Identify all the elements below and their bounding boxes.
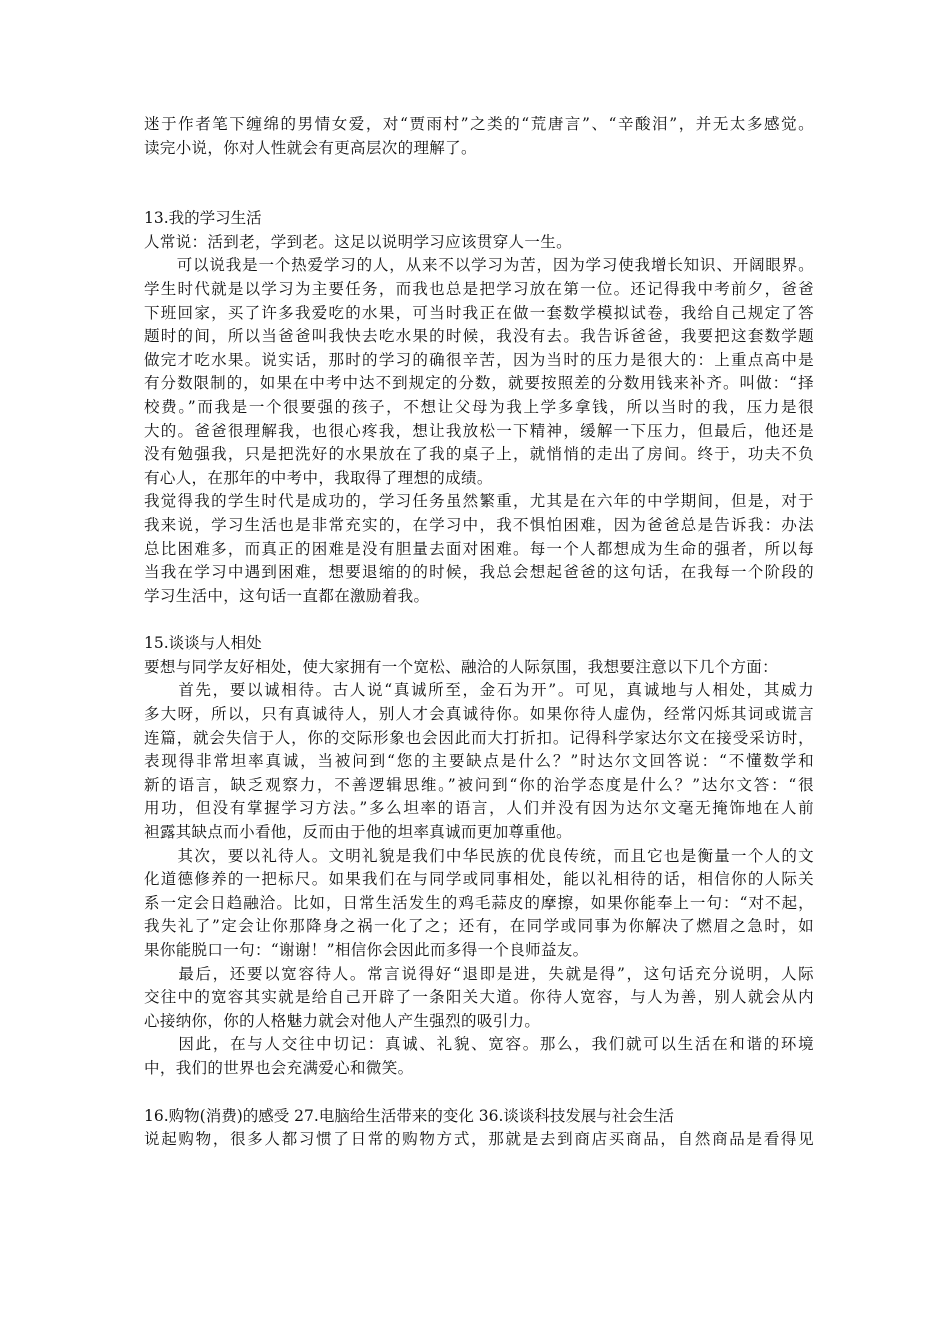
text-line: 交往中的宽容其实就是给自己开辟了一条阳关大道。你待人宽容，与人为善，别人就会从内 — [144, 988, 814, 1007]
text-line: 心接纳你，你的人格魅力就会对他人产生强烈的吸引力。 — [144, 1011, 541, 1030]
intro-paragraph — [144, 113, 814, 160]
text-line: 袒露其缺点而小看他，反而由于他的坦率真诚而更加尊重他。 — [144, 823, 572, 842]
text-line: 下班回家，买了许多我爱吃的水果，可当时我正在做一套数学模拟试卷，我给自己规定了答 — [144, 303, 814, 322]
text-line: 其次，要以礼待人。文明礼貌是我们中华民族的优良传统，而且它也是衡量一个人的文 — [144, 846, 814, 865]
spacer — [144, 160, 814, 207]
text-line: 系一定会日趋融洽。比如，日常生活发生的鸡毛蒜皮的摩擦，如果你能奉上一句：“对不起， — [144, 893, 814, 912]
text-line: 读完小说，你对人性就会有更高层次的理解了。 — [144, 138, 477, 157]
text-line: 校费。”而我是一个很要强的孩子，不想让父母为我上学多拿钱，所以当时的我，压力是很 — [144, 397, 814, 416]
spacer — [144, 1081, 814, 1105]
text-line: 迷于作者笔下缠绵的男情女爱，对“贾雨村”之类的“荒唐言”、“辛酸泪”，并无太多感觉。 — [144, 115, 814, 133]
text-line: 要想与同学友好相处，使大家拥有一个宽松、融洽的人际氛围，我想要注意以下几个方面： — [144, 657, 779, 676]
text-line: 学习生活中，这句话一直都在激励着我。 — [144, 586, 430, 605]
text-line: 连篇，就会失信于人，你的交际形象也会因此而大打折扣。记得科学家达尔文在接受采访时， — [144, 728, 814, 747]
text-line: 表现得非常坦率真诚，当被问到“您的主要缺点是什么？”时达尔文回答说：“不懂数学和 — [144, 752, 814, 771]
text-line: 总比困难多，而真正的困难是没有胆量去面对困难。每一个人都想成为生命的强者，所以每 — [144, 539, 814, 558]
text-line: 做完才吃水果。说实话，那时的学习的确很辛苦，因为当时的压力是很大的：上重点高中是 — [144, 350, 814, 369]
text-line: 首先，要以诚相待。古人说“真诚所至，金石为开”。可见，真诚地与人相处，其威力 — [144, 681, 814, 700]
section-title: 16.购物(消费)的感受 27.电脑给生活带来的变化 36.谈谈科技发展与社会生活 — [144, 1106, 674, 1125]
text-line: 可以说我是一个热爱学习的人，从来不以学习为苦，因为学习使我增长知识、开阔眼界。 — [144, 256, 814, 275]
text-line: 我失礼了”定会让你那降身之祸一化了之；还有，在同学或同事为你解决了燃眉之急时，如 — [144, 917, 814, 936]
text-line: 我觉得我的学生时代是成功的，学习任务虽然繁重，尤其是在六年的中学期间，但是，对于 — [144, 492, 814, 511]
text-line: 大的。爸爸很理解我，也很心疼我，想让我放松一下精神，缓解一下压力，但最后，他还是 — [144, 421, 814, 440]
text-line: 人常说：活到老，学到老。这足以说明学习应该贯穿人一生。 — [144, 232, 572, 251]
text-line: 没有勉强我，只是把洗好的水果放在了我的桌子上，就悄悄的走出了房间。终于，功夫不负 — [144, 445, 814, 464]
text-line: 有分数限制的，如果在中考中达不到规定的分数，就要按照差的分数用钱来补齐。叫做：“择 — [144, 374, 814, 393]
text-line: 果你能脱口一句：“谢谢！”相信你会因此而多得一个良师益友。 — [144, 941, 589, 959]
section-15 — [144, 632, 814, 1080]
text-line: 说起购物，很多人都习惯了日常的购物方式，那就是去到商店买商品，自然商品是看得见 — [144, 1130, 814, 1149]
document-page — [144, 113, 814, 1152]
text-line: 题时的间，所以当爸爸叫我快去吃水果的时候，我没有去。我告诉爸爸，我要把这套数学题 — [144, 327, 814, 346]
text-line: 最后，还要以宽容待人。常言说得好“退即是进，失就是得”，这句话充分说明，人际 — [144, 964, 814, 983]
text-line: 因此，在与人交往中切记：真诚、礼貌、宽容。那么，我们就可以生活在和谐的环境 — [144, 1035, 814, 1054]
text-line: 多大呀，所以，只有真诚待人，别人才会真诚待你。如果你待人虚伪，经常闪烁其词或谎言 — [144, 705, 814, 724]
text-line: 学生时代就是以学习为主要任务，而我也总是把学习放在第一位。还记得我中考前夕，爸爸 — [144, 279, 814, 298]
section-title: 13.我的学习生活 — [144, 209, 262, 228]
text-line: 我来说，学习生活也是非常充实的，在学习中，我不惧怕困难，因为爸爸总是告诉我：办法 — [144, 515, 814, 534]
text-line: 有心人，在那年的中考中，我取得了理想的成绩。 — [144, 468, 493, 487]
section-13 — [144, 207, 814, 608]
spacer — [144, 608, 814, 632]
text-line: 中，我们的世界也会充满爱心和微笑。 — [144, 1058, 414, 1077]
text-line: 当我在学习中遇到困难，想要退缩的的时候，我总会想起爸爸的这句话，在我每一个阶段的 — [144, 563, 814, 582]
text-line: 新的语言，缺乏观察力，不善逻辑思维。”被问到“你的治学态度是什么？”达尔文答：“很 — [144, 775, 814, 794]
text-line: 用功，但没有掌握学习方法。”多么坦率的语言，人们并没有因为达尔文毫无掩饰地在人前 — [144, 799, 814, 818]
text-line: 化道德修养的一把标尺。如果我们在与同学或同事相处，能以礼相待的话，相信你的人际关 — [144, 870, 814, 889]
section-16 — [144, 1105, 814, 1152]
section-title: 15.谈谈与人相处 — [144, 634, 262, 653]
